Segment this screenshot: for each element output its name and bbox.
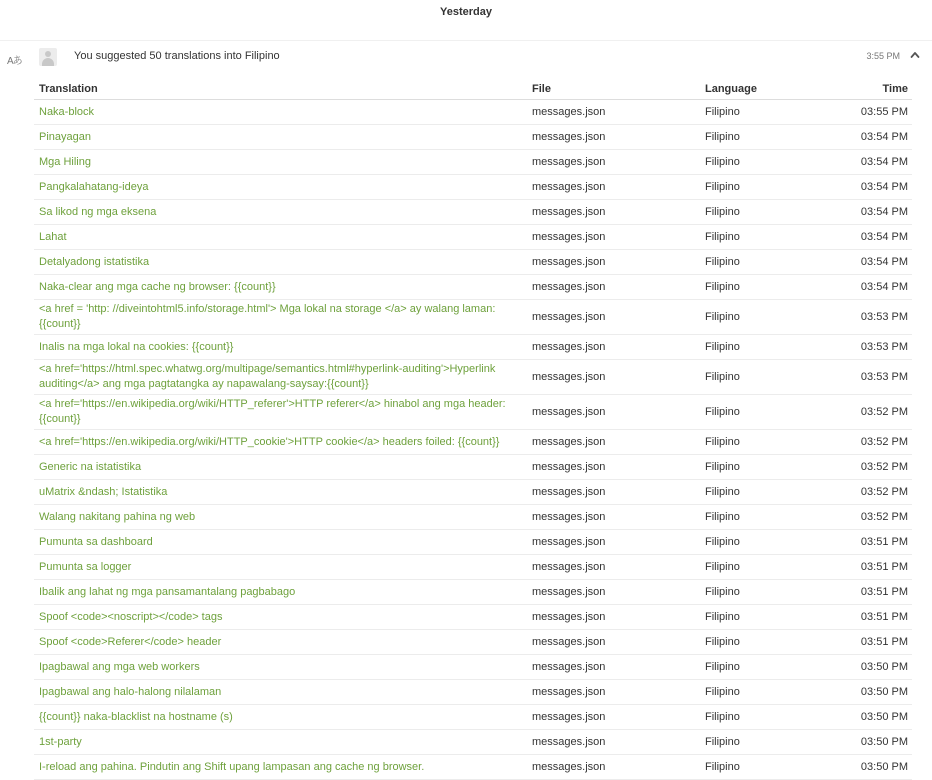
time-cell: 03:51 PM [823,530,912,555]
language-cell: Filipino [700,250,823,275]
time-cell: 03:50 PM [823,755,912,780]
translate-icon: Aあ [7,56,22,67]
activity-summary-row[interactable] [0,40,932,75]
column-header-file: File [527,79,700,100]
time-cell: 03:51 PM [823,630,912,655]
table-row [34,395,912,430]
translation-link[interactable]: Pinayagan [39,130,91,143]
translations-table-body [34,100,912,780]
file-cell: messages.json [527,395,700,430]
translation-link[interactable]: Detalyadong istatistika [39,255,150,268]
day-header: Yesterday [440,6,492,18]
file-cell: messages.json [527,730,700,755]
table-row [34,300,912,335]
time-cell: 03:54 PM [823,225,912,250]
file-cell: messages.json [527,480,700,505]
translation-cell [34,430,527,455]
translation-cell [34,360,527,395]
language-cell: Filipino [700,175,823,200]
translation-cell [34,680,527,705]
language-cell: Filipino [700,580,823,605]
table-row [34,680,912,705]
translation-cell [34,275,527,300]
time-cell: 03:51 PM [823,605,912,630]
translation-cell [34,335,527,360]
table-row [34,730,912,755]
translation-link[interactable]: Inalis na mga lokal na cookies: {{count}} [39,340,234,353]
file-cell: messages.json [527,360,700,395]
file-cell: messages.json [527,300,700,335]
language-cell: Filipino [700,530,823,555]
translation-link[interactable]: Walang nakitang pahina ng web [39,510,196,523]
user-avatar-icon[interactable] [39,48,57,66]
file-cell: messages.json [527,150,700,175]
activity-summary-text: You suggested 50 translations into Filipino [74,50,280,62]
translation-link[interactable]: <a href='https://en.wikipedia.org/wiki/HTTP_referer'>HTTP referer</a> hinabol ang mga header: {{count}} [39,398,506,425]
time-cell: 03:54 PM [823,175,912,200]
translation-cell [34,480,527,505]
language-cell: Filipino [700,455,823,480]
translation-cell [34,530,527,555]
column-header-language: Language [700,79,823,100]
time-cell: 03:50 PM [823,655,912,680]
file-cell: messages.json [527,655,700,680]
time-cell: 03:54 PM [823,275,912,300]
translations-table [34,79,912,780]
translation-link[interactable]: Spoof <code><noscript></code> tags [39,610,223,623]
time-cell: 03:51 PM [823,580,912,605]
chevron-up-icon[interactable] [910,50,920,60]
time-cell: 03:54 PM [823,125,912,150]
time-cell: 03:50 PM [823,730,912,755]
language-cell: Filipino [700,275,823,300]
time-cell: 03:52 PM [823,505,912,530]
translation-cell [34,655,527,680]
file-cell: messages.json [527,430,700,455]
file-cell: messages.json [527,175,700,200]
file-cell: messages.json [527,530,700,555]
language-cell: Filipino [700,395,823,430]
translation-link[interactable]: Lahat [39,230,67,243]
language-cell: Filipino [700,480,823,505]
table-row [34,225,912,250]
table-row [34,360,912,395]
time-cell: 03:50 PM [823,680,912,705]
translation-link[interactable]: Sa likod ng mga eksena [39,205,157,218]
translation-link[interactable]: Mga Hiling [39,155,91,168]
file-cell: messages.json [527,630,700,655]
translation-cell [34,395,527,430]
translation-cell [34,755,527,780]
translation-link[interactable]: <a href = 'http: //diveintohtml5.info/storage.html'> Mga lokal na storage </a> ay walang laman: {{count}} [39,303,496,330]
translation-link[interactable]: Pumunta sa logger [39,560,132,573]
translation-cell [34,605,527,630]
table-row [34,605,912,630]
language-cell: Filipino [700,605,823,630]
translation-link[interactable]: Generic na istatistika [39,460,142,473]
translation-link[interactable]: I-reload ang pahina. Pindutin ang Shift upang lampasan ang cache ng browser. [39,760,425,773]
language-cell: Filipino [700,200,823,225]
table-row [34,580,912,605]
table-row [34,555,912,580]
time-cell: 03:52 PM [823,455,912,480]
translation-link[interactable]: Ipagbawal ang mga web workers [39,660,200,673]
translation-cell [34,100,527,125]
language-cell: Filipino [700,150,823,175]
file-cell: messages.json [527,605,700,630]
file-cell: messages.json [527,100,700,125]
table-header-row [34,79,912,100]
translation-cell [34,125,527,150]
translation-link[interactable]: <a href='https://en.wikipedia.org/wiki/HTTP_cookie'>HTTP cookie</a> headers foiled: {{count}} [39,435,500,448]
time-cell: 03:54 PM [823,200,912,225]
table-row [34,430,912,455]
language-cell: Filipino [700,360,823,395]
table-row [34,150,912,175]
file-cell: messages.json [527,200,700,225]
language-cell: Filipino [700,505,823,530]
file-cell: messages.json [527,755,700,780]
time-cell: 03:53 PM [823,335,912,360]
translation-cell [34,730,527,755]
time-cell: 03:51 PM [823,555,912,580]
translation-cell [34,455,527,480]
translation-cell [34,200,527,225]
time-cell: 03:52 PM [823,480,912,505]
column-header-time: Time [823,79,912,100]
file-cell: messages.json [527,555,700,580]
file-cell: messages.json [527,705,700,730]
language-cell: Filipino [700,125,823,150]
table-row [34,250,912,275]
translation-link[interactable]: <a href='https://html.spec.whatwg.org/multipage/semantics.html#hyperlink-auditing'>Hyperlink auditing</a> ang mga pagtatangka ay napawalang-saysay:{{count}} [39,363,496,390]
translation-cell [34,705,527,730]
file-cell: messages.json [527,250,700,275]
translation-link[interactable]: Naka-block [39,105,95,118]
time-cell: 03:52 PM [823,430,912,455]
table-row [34,530,912,555]
table-row [34,755,912,780]
translation-link[interactable]: Pangkalahatang-ideya [39,180,149,193]
translation-link[interactable]: {{count}} naka-blacklist na hostname (s) [39,710,233,723]
language-cell: Filipino [700,300,823,335]
table-row [34,200,912,225]
file-cell: messages.json [527,225,700,250]
translation-link[interactable]: Spoof <code>Referer</code> header [39,635,222,648]
translation-link[interactable]: Ibalik ang lahat ng mga pansamantalang pagbabago [39,585,296,598]
language-cell: Filipino [700,555,823,580]
translation-cell [34,225,527,250]
table-row [34,655,912,680]
activity-time: 3:55 PM [866,51,900,61]
time-cell: 03:54 PM [823,250,912,275]
table-row [34,505,912,530]
translation-cell [34,555,527,580]
file-cell: messages.json [527,680,700,705]
translation-cell [34,250,527,275]
translation-link[interactable]: 1st-party [39,735,82,748]
translation-cell [34,580,527,605]
file-cell: messages.json [527,125,700,150]
translation-cell [34,150,527,175]
file-cell: messages.json [527,455,700,480]
time-cell: 03:54 PM [823,150,912,175]
language-cell: Filipino [700,225,823,250]
translation-cell [34,505,527,530]
time-cell: 03:53 PM [823,300,912,335]
language-cell: Filipino [700,630,823,655]
time-cell: 03:52 PM [823,395,912,430]
language-cell: Filipino [700,430,823,455]
translation-cell [34,630,527,655]
table-row [34,335,912,360]
translation-link[interactable]: Ipagbawal ang halo-halong nilalaman [39,685,222,698]
table-row [34,125,912,150]
file-cell: messages.json [527,335,700,360]
translation-cell [34,300,527,335]
time-cell: 03:50 PM [823,705,912,730]
translation-link[interactable]: Naka-clear ang mga cache ng browser: {{count}} [39,280,276,293]
table-row [34,455,912,480]
table-row [34,705,912,730]
language-cell: Filipino [700,680,823,705]
time-cell: 03:53 PM [823,360,912,395]
time-cell: 03:55 PM [823,100,912,125]
language-cell: Filipino [700,705,823,730]
table-row [34,630,912,655]
language-cell: Filipino [700,100,823,125]
file-cell: messages.json [527,505,700,530]
column-header-translation: Translation [34,79,527,100]
translation-link[interactable]: uMatrix &ndash; Istatistika [39,485,168,498]
table-row [34,275,912,300]
language-cell: Filipino [700,655,823,680]
translation-cell [34,175,527,200]
language-cell: Filipino [700,755,823,780]
language-cell: Filipino [700,335,823,360]
translation-link[interactable]: Pumunta sa dashboard [39,535,153,548]
file-cell: messages.json [527,580,700,605]
file-cell: messages.json [527,275,700,300]
table-row [34,100,912,125]
table-row [34,175,912,200]
language-cell: Filipino [700,730,823,755]
table-row [34,480,912,505]
